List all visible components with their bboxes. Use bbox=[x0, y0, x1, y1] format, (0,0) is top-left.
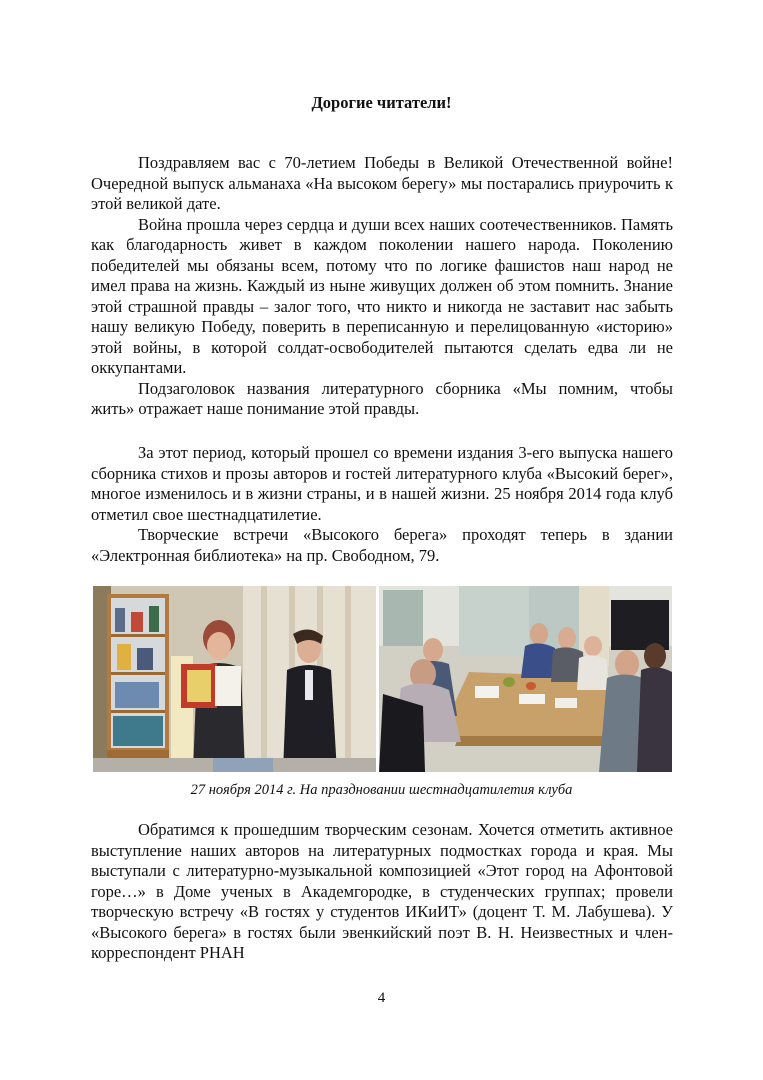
photo-caption: 27 ноября 2014 г. На праздновании шестнадцатилетия клуба bbox=[190, 782, 573, 798]
seasons-text-block bbox=[91, 820, 673, 964]
paragraph: Подзаголовок названия литературного сборника «Мы помним, чтобы жить» отражает наше понимание этой правды. bbox=[91, 378, 673, 418]
page-title: Дорогие читатели! bbox=[311, 93, 452, 112]
paragraph: За этот период, который прошел со времени издания 3-его выпуска нашего сборника стихов и прозы авторов и гостей литературного клуба «Высокий берег», многое изменилось и в жизни страны, и в нашей жизни. 25 ноября 2014 года клуб отметил свое шестнадцатилетие. bbox=[91, 443, 673, 524]
paragraph: Творческие встречи «Высокого берега» проходят теперь в здании «Электронная библиотека» на пр. Свободном, 79. bbox=[91, 525, 673, 565]
paragraph: Война прошла через сердца и души всех наших соотечественников. Память как благодарность живет в каждом поколении нашего народа. Поколению победителей мы обязаны всем, потому что по логике фашистов наш народ не имел права на жизнь. Каждый из ныне живущих должен об этом помнить. Знание этой страшной правды – залог того, что никто и никогда не заставит нас забыть нашу великую Победу, поверить в переписанную и перелицованную «историю» этой войны, в которой солдат-освободителей пытаются сделать едва ли не оккупантами. bbox=[91, 214, 673, 377]
meeting-photo bbox=[379, 586, 672, 772]
page-number: 4 bbox=[377, 990, 386, 1006]
club-news-text-block bbox=[91, 443, 673, 566]
paragraph: Поздравляем вас с 70-летием Победы в Великой Отечественной войне! Очередной выпуск альманаха «На высоком берегу» мы постарались приурочить к этой великой дате. bbox=[91, 153, 673, 213]
award-photo bbox=[93, 586, 376, 772]
paragraph: Обратимся к прошедшим творческим сезонам. Хочется отметить активное выступление наших авторов на литературных подмостках города и края. Мы выступали с литературно-музыкальной композицией «Этот город на Афонтовой горе…» в Доме ученых в Академгородке, в студенческих группах; провели творческую встречу «В гостях у студентов ИКиИТ» (доцент Т. М. Лабушева). У «Высокого берега» в гостях были эвенкийский поэт В. Н. Неизвестных и член-корреспондент РНАН bbox=[91, 820, 673, 962]
intro-text-block bbox=[91, 153, 673, 420]
photo-strip bbox=[93, 586, 672, 772]
